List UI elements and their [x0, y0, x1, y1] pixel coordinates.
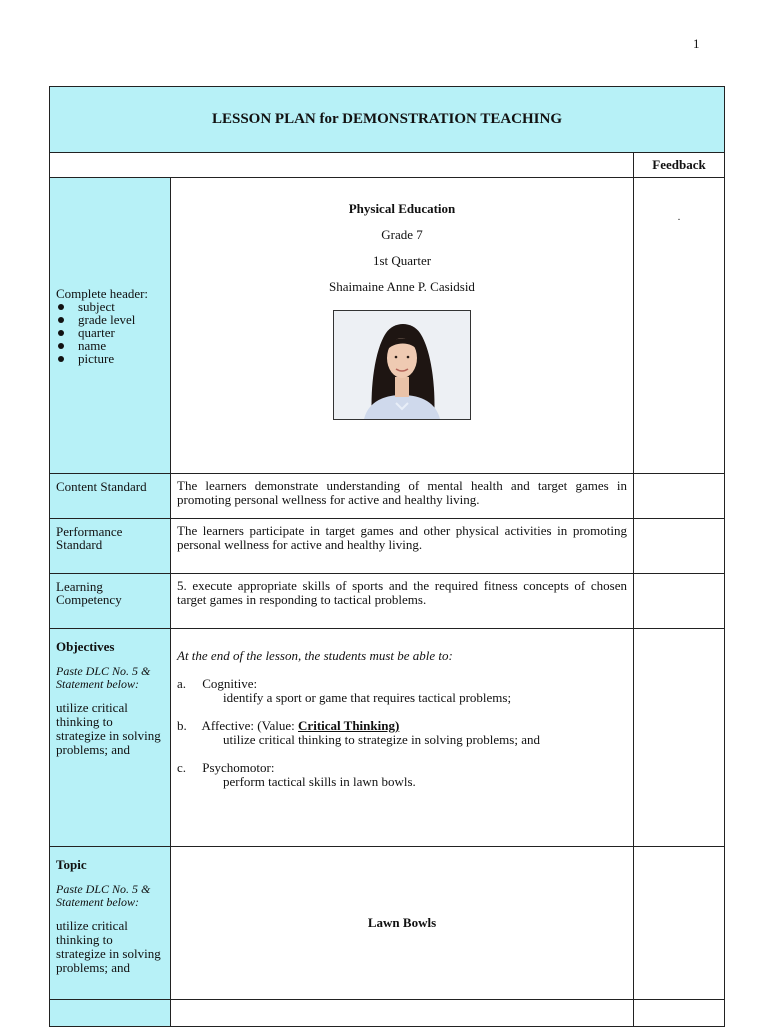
objectives-feedback [634, 629, 725, 847]
performance-standard-text: The learners participate in target games and other physical activities in promoting personal wellness for active and healthy living. [171, 519, 634, 574]
learning-competency-label: Learning Competency [50, 574, 171, 629]
topic-statement: utilize critical thinking to strategize in solving problems; and [56, 918, 161, 975]
lesson-plan-title: LESSON PLAN for DEMONSTRATION TEACHING [50, 87, 725, 153]
list-item: subject [56, 300, 164, 313]
objectives-statement: utilize critical thinking to strategize in solving problems; and [56, 700, 161, 757]
objective-letter: a. [177, 676, 187, 691]
content-standard-feedback [634, 474, 725, 519]
grade-text: Grade 7 [381, 227, 423, 242]
objective-letter: c. [177, 760, 187, 775]
objective-description: utilize critical thinking to strategize in solving problems; and [223, 732, 540, 747]
header-item-list [56, 300, 164, 365]
objective-letter: b. [177, 718, 187, 733]
header-row [50, 178, 725, 474]
learning-competency-text: 5. execute appropriate skills of sports and the required fitness concepts of chosen target games in responding to tactical problems. [171, 574, 634, 629]
next-section-row [50, 1000, 725, 1027]
lesson-plan-table [49, 86, 725, 1027]
objective-affective [177, 719, 627, 747]
objectives-content-cell [171, 629, 634, 847]
content-standard-row [50, 474, 725, 519]
topic-row [50, 847, 725, 1000]
subject-text: Physical Education [348, 201, 456, 216]
topic-label: Topic [56, 857, 87, 872]
learning-competency-row [50, 574, 725, 629]
objective-value: Critical Thinking) [298, 718, 400, 733]
next-section-feedback [634, 1000, 725, 1027]
feedback-header: Feedback [634, 153, 725, 178]
objective-description: perform tactical skills in lawn bowls. [223, 774, 416, 789]
objective-domain: Psychomotor: [202, 760, 275, 775]
feedback-header-row [50, 153, 725, 178]
performance-standard-feedback [634, 519, 725, 574]
topic-left-cell [50, 847, 171, 1000]
complete-header-label: Complete header: [56, 285, 149, 301]
topic-note: Paste DLC No. 5 & Statement below: [56, 882, 151, 909]
content-standard-text: The learners demonstrate understanding of mental health and target games in promoting personal wellness for active and healthy living. [171, 474, 634, 519]
blank-header-cell [50, 153, 634, 178]
objective-domain: Cognitive: [202, 676, 258, 691]
topic-feedback [634, 847, 725, 1000]
next-section-content [171, 1000, 634, 1027]
objectives-left-cell [50, 629, 171, 847]
complete-header-cell [50, 178, 171, 474]
performance-standard-row [50, 519, 725, 574]
header-details-cell [171, 178, 634, 474]
topic-value: Lawn Bowls [171, 847, 634, 1000]
header-feedback-cell: . [634, 178, 725, 474]
learning-competency-feedback [634, 574, 725, 629]
teacher-name: Shaimaine Anne P. Casidsid [329, 279, 475, 294]
teacher-photo [333, 310, 471, 420]
objectives-label: Objectives [56, 639, 115, 654]
next-section-label [50, 1000, 171, 1027]
performance-standard-label: Performance Standard [50, 519, 171, 574]
content-standard-label: Content Standard [50, 474, 171, 519]
list-item: picture [56, 352, 164, 365]
objective-description: identify a sport or game that requires tactical problems; [223, 690, 512, 705]
objectives-intro: At the end of the lesson, the students must be able to: [177, 648, 453, 663]
list-item: grade level [56, 313, 164, 326]
objective-psychomotor [177, 761, 627, 789]
quarter-text: 1st Quarter [372, 253, 432, 268]
objective-domain: Affective: (Value: [201, 718, 299, 733]
list-item: quarter [56, 326, 164, 339]
objectives-note: Paste DLC No. 5 & Statement below: [56, 664, 151, 691]
objective-cognitive [177, 677, 627, 705]
teacher-portrait-image [334, 311, 470, 419]
page-number: 1 [693, 36, 700, 51]
objectives-row [50, 629, 725, 847]
title-row [50, 87, 725, 153]
list-item: name [56, 339, 164, 352]
